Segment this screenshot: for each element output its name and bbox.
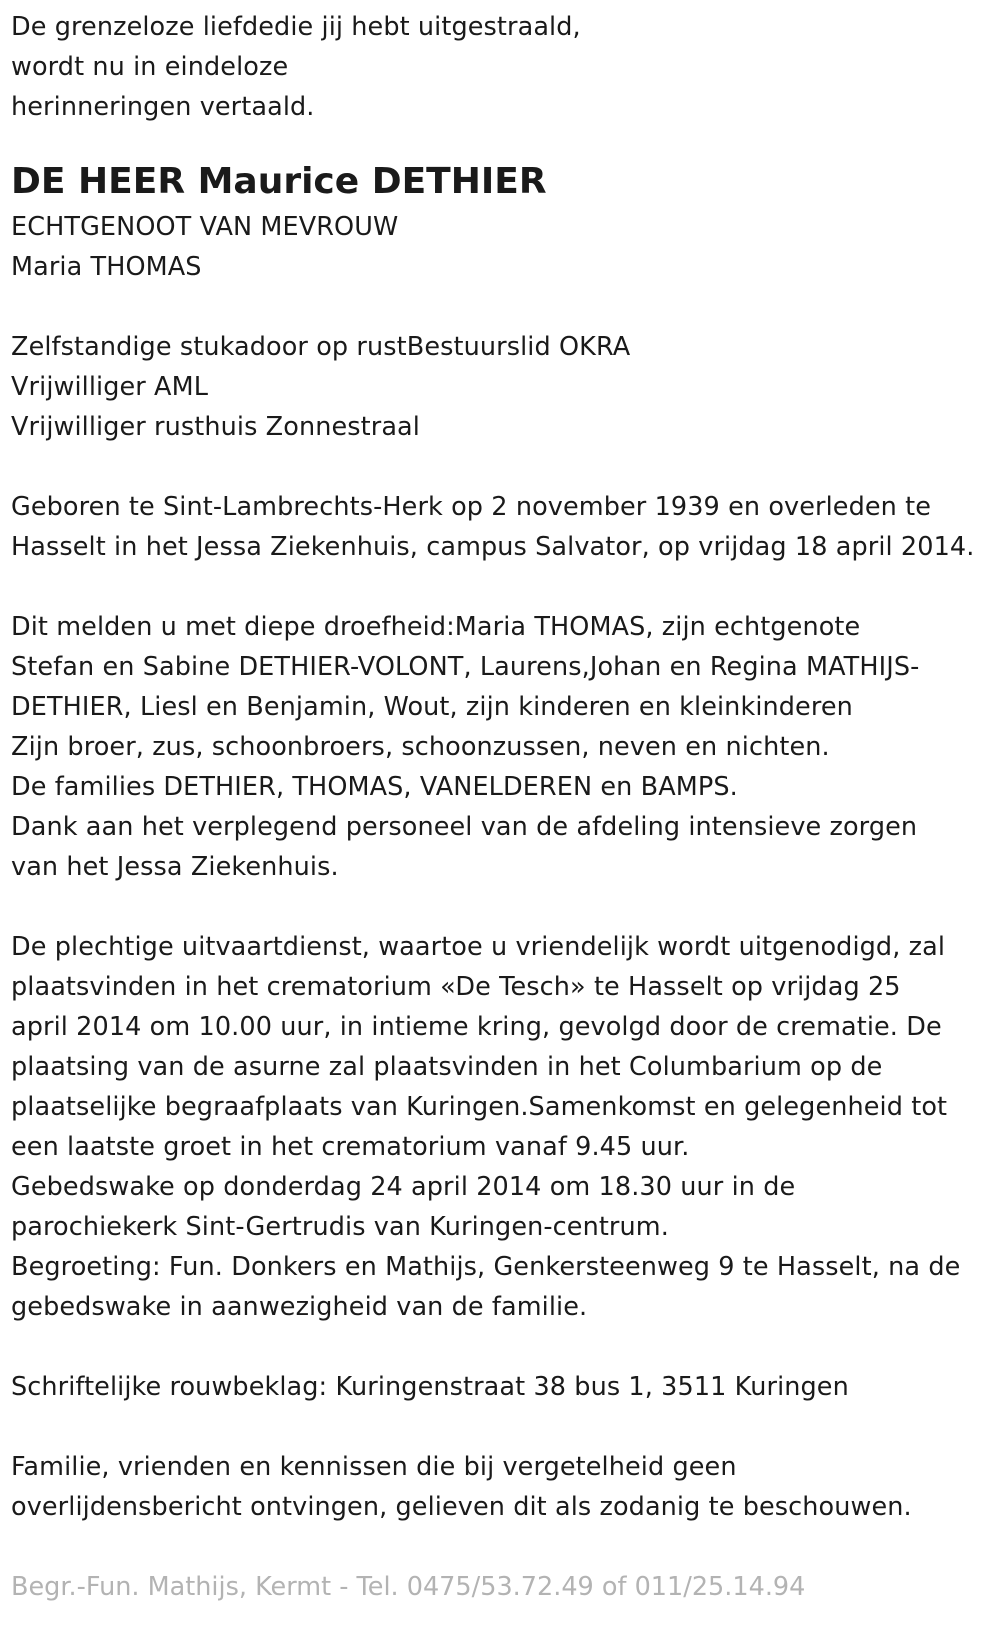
funeral-home-footer: Begr.-Fun. Mathijs, Kermt - Tel. 0475/53.72.49 of 011/25.14.94 <box>11 1572 806 1602</box>
funeral-block <box>11 927 1000 1327</box>
poem-line: De grenzeloze liefdedie jij hebt uitgestraald, <box>11 12 581 42</box>
notice-line: Familie, vrienden en kennissen die bij vergetelheid geen <box>11 1452 737 1482</box>
spacer <box>11 287 1000 327</box>
funeral-line: plaatsing van de asurne zal plaatsvinden in het Columbarium op de <box>11 1052 883 1082</box>
funeral-line: De plechtige uitvaartdienst, waartoe u vriendelijk wordt uitgenodigd, zal <box>11 932 946 962</box>
spacer <box>11 1327 1000 1367</box>
poem-line: herinneringen vertaald. <box>11 92 315 122</box>
birth-death-line: Geboren te Sint-Lambrechts-Herk op 2 november 1939 en overleden te <box>11 492 931 522</box>
announcement-line: Zijn broer, zus, schoonbroers, schoonzussen, neven en nichten. <box>11 732 830 762</box>
poem-line: wordt nu in eindeloze <box>11 52 289 82</box>
announcement-line: Dank aan het verplegend personeel van de afdeling intensieve zorgen <box>11 812 918 842</box>
announcement-line: Dit melden u met diepe droefheid:Maria THOMAS, zijn echtgenote <box>11 612 861 642</box>
announcement-block <box>11 607 1000 887</box>
notice-line: overlijdensbericht ontvingen, gelieven dit als zodanig te beschouwen. <box>11 1492 912 1522</box>
funeral-line: plaatsvinden in het crematorium «De Tesch» te Hasselt op vrijdag 25 <box>11 972 901 1002</box>
funeral-line: plaatselijke begraafplaats van Kuringen.Samenkomst en gelegenheid tot <box>11 1092 948 1122</box>
role-line: Vrijwilliger rusthuis Zonnestraal <box>11 412 420 442</box>
notice-block <box>11 1447 1000 1527</box>
spouse-line: Maria THOMAS <box>11 252 202 282</box>
funeral-line: april 2014 om 10.00 uur, in intieme kring, gevolgd door de crematie. De <box>11 1012 942 1042</box>
spacer <box>11 567 1000 607</box>
birth-death-line: Hasselt in het Jessa Ziekenhuis, campus Salvator, op vrijdag 18 april 2014. <box>11 532 975 562</box>
deceased-name: DE HEER Maurice DETHIER <box>11 161 547 202</box>
announcement-line: Stefan en Sabine DETHIER-VOLONT, Laurens,Johan en Regina MATHIJS- <box>11 652 920 682</box>
role-line: Zelfstandige stukadoor op rustBestuurslid OKRA <box>11 332 631 362</box>
spacer <box>11 1527 1000 1567</box>
condolences-address: Schriftelijke rouwbeklag: Kuringenstraat 38 bus 1, 3511 Kuringen <box>11 1372 849 1402</box>
role-line: Vrijwilliger AML <box>11 372 209 402</box>
funeral-line: Gebedswake op donderdag 24 april 2014 om 18.30 uur in de <box>11 1172 796 1202</box>
roles-block <box>11 327 1000 447</box>
spouse-block <box>11 207 1000 287</box>
funeral-line: een laatste groet in het crematorium vanaf 9.45 uur. <box>11 1132 690 1162</box>
spacer <box>11 887 1000 927</box>
poem <box>11 7 1000 127</box>
spacer <box>11 1407 1000 1447</box>
announcement-line: DETHIER, Liesl en Benjamin, Wout, zijn kinderen en kleinkinderen <box>11 692 853 722</box>
funeral-line: parochiekerk Sint-Gertrudis van Kuringen-centrum. <box>11 1212 669 1242</box>
funeral-line: Begroeting: Fun. Donkers en Mathijs, Genkersteenweg 9 te Hasselt, na de <box>11 1252 961 1282</box>
spacer <box>11 447 1000 487</box>
spouse-line: ECHTGENOOT VAN MEVROUW <box>11 212 399 242</box>
announcement-line: van het Jessa Ziekenhuis. <box>11 852 339 882</box>
announcement-line: De families DETHIER, THOMAS, VANELDEREN en BAMPS. <box>11 772 738 802</box>
funeral-line: gebedswake in aanwezigheid van de familie. <box>11 1292 588 1322</box>
birth-death-block <box>11 487 1000 567</box>
